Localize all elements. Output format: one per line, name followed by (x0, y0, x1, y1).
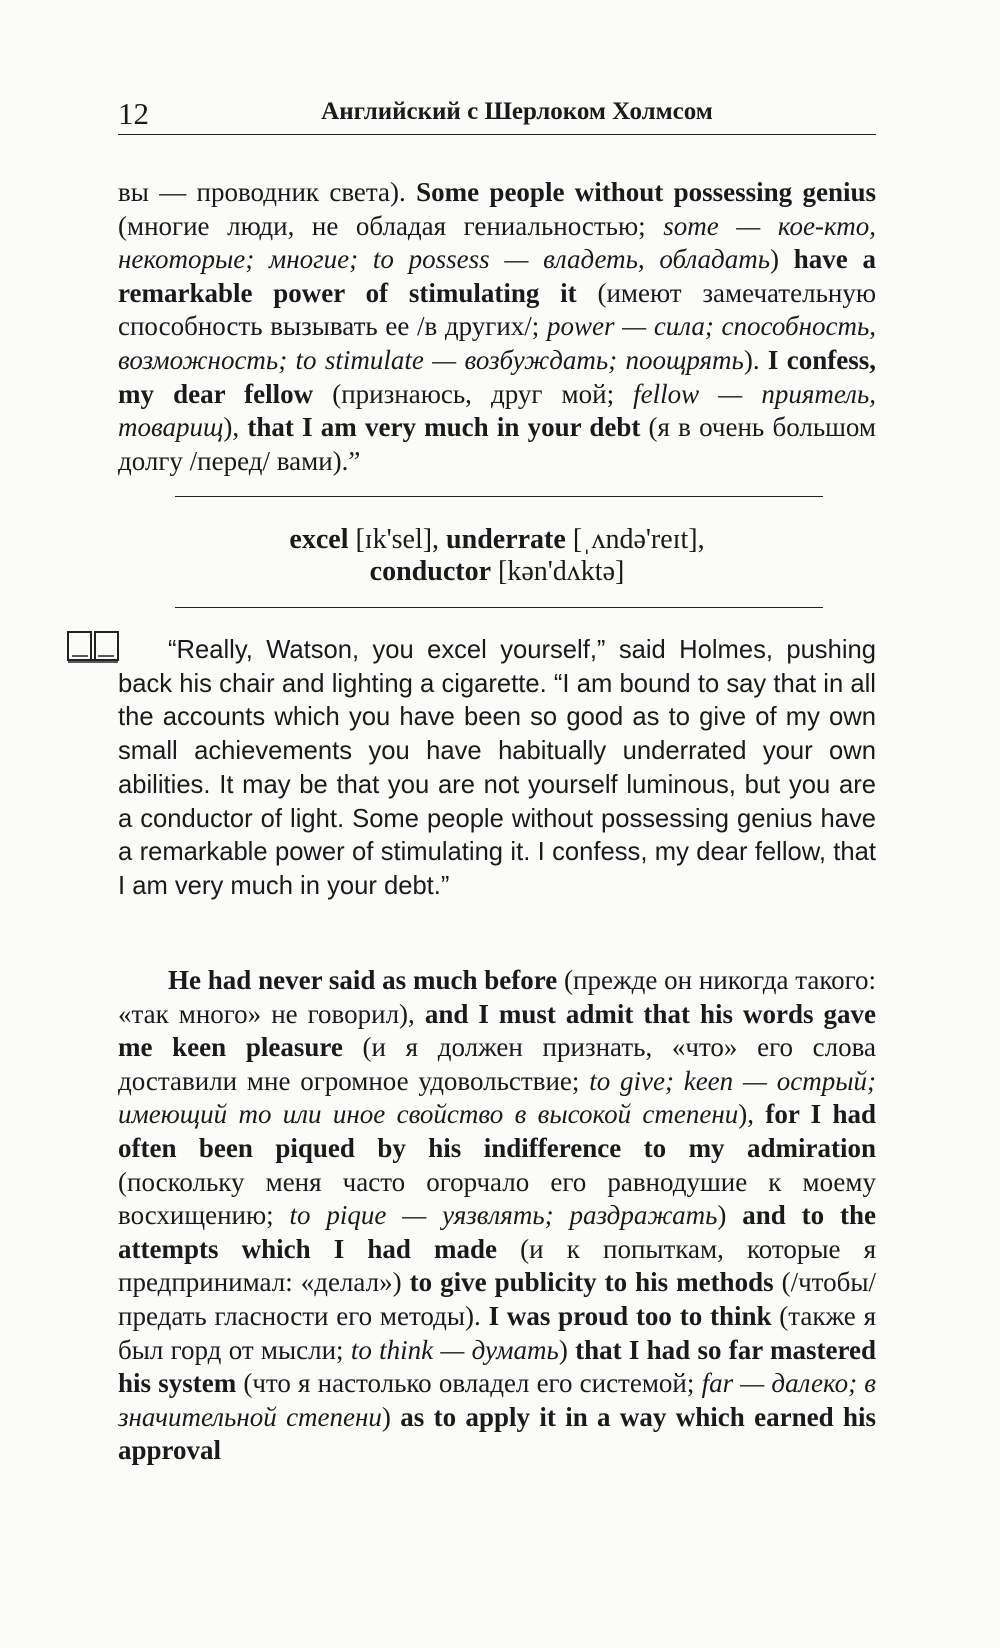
bold-span: for I had often been piqued by his indifference to my admiration (118, 1099, 877, 1163)
divider-top (175, 496, 823, 497)
transcription: [ˌʌndə'reɪt], (565, 524, 705, 555)
transcription: [ɪk'sel], (348, 524, 447, 555)
phonetics-line-1 (118, 522, 876, 558)
text-span: (имеют замечательную способность вызывать ее /в других/; (118, 277, 876, 342)
italic-span: power — сила; способность, возможность; to stimulate — возбуждать; поощрять (118, 311, 876, 375)
italic-span: some — кое-кто, некоторые; многие; to possess — владеть, обладать (118, 210, 876, 275)
vocab-word: underrate (446, 524, 566, 555)
text-span: ), (223, 412, 248, 443)
text-span: (многие люди, не обладая гениальностью; (118, 210, 664, 241)
english-original-text: “Really, Watson, you excel yourself,” said Holmes, pushing back his chair and lighting a cigarette. “I am bound to say that in all the accounts which you have been so good as to give of my own small achievements you have habitually underrated your own abilities. It may be that you are not yourself luminous, but you are a conductor of light. Some people without possessing genius have a remarkable power of stimulating it. I confess, my dear fellow, that I am very much in your debt.” (118, 636, 876, 900)
text-span: ) (381, 1401, 401, 1432)
text-span: ). (743, 344, 768, 375)
open-book-icon (66, 630, 120, 664)
page-header (118, 90, 876, 135)
text-span: (прежде он никогда такого: «так много» не говорил), (118, 965, 876, 1029)
bold-span: and to the attempts which I had made (118, 1200, 877, 1264)
bold-span: and I must admit that his words gave me keen pleasure (118, 998, 877, 1063)
italic-span: to think — думать (350, 1334, 559, 1365)
text-span: (признаюсь, друг мой; (313, 378, 634, 409)
text-span: (и к попыткам, которые я предпринимал: «делал») (118, 1233, 876, 1298)
text-span: (/чтобы/ предать гласности его методы). (118, 1267, 876, 1331)
italic-span: to give; keen — острый; имеющий то или иное свойство в высокой степени (118, 1065, 876, 1130)
text-span: (также я был горд от мысли; (118, 1300, 876, 1365)
bold-span: I confess, my dear fellow (118, 344, 876, 409)
bold-span: as to apply it in a way which earned his approval (118, 1401, 876, 1466)
bold-span: to give publicity to his methods (409, 1267, 774, 1298)
bold-span: have a remarkable power of stimulating it (118, 244, 877, 308)
text-span: ) (770, 244, 794, 275)
divider-bottom (175, 607, 823, 608)
italic-span: to pique — уязвлять; раздражать (289, 1200, 718, 1231)
bold-span: that I had so far mastered his system (118, 1334, 876, 1399)
text-span: вы — проводник света). (118, 177, 417, 207)
vocab-word: excel (289, 524, 349, 555)
text-span: (что я настолько овладел его системой; (236, 1368, 702, 1399)
bold-span: I was proud too to think (488, 1300, 772, 1331)
text-span: ) (558, 1334, 576, 1365)
running-title: Английский с Шерлоком Холмсом (321, 98, 713, 125)
transcription: [kən'dʌktə] (491, 556, 625, 587)
italic-span: fellow — приятель, товарищ (118, 378, 876, 443)
bold-span: He had never said as much before (168, 965, 558, 995)
text-span: (я в очень большом долгу /перед/ вами).” (118, 412, 876, 476)
italic-span: far — далеко; в значительной степени (118, 1368, 877, 1432)
text-span: ), (738, 1099, 766, 1130)
bold-span: that I am very much in your debt (247, 412, 641, 443)
paragraph-2 (118, 964, 876, 1468)
text-span: (и я должен признать, «что» его слова доставили мне огромное удовольствие; (118, 1032, 876, 1096)
vocab-word: conductor (369, 556, 491, 587)
phonetics-line-2 (118, 554, 876, 590)
text-span: (поскольку меня часто огорчало его равнодушие к моему восхищению; (118, 1166, 876, 1231)
bold-span: Some people without possessing genius (416, 177, 876, 207)
page-number: 12 (118, 96, 149, 131)
text-span: ) (717, 1200, 743, 1231)
paragraph-1 (118, 176, 876, 478)
